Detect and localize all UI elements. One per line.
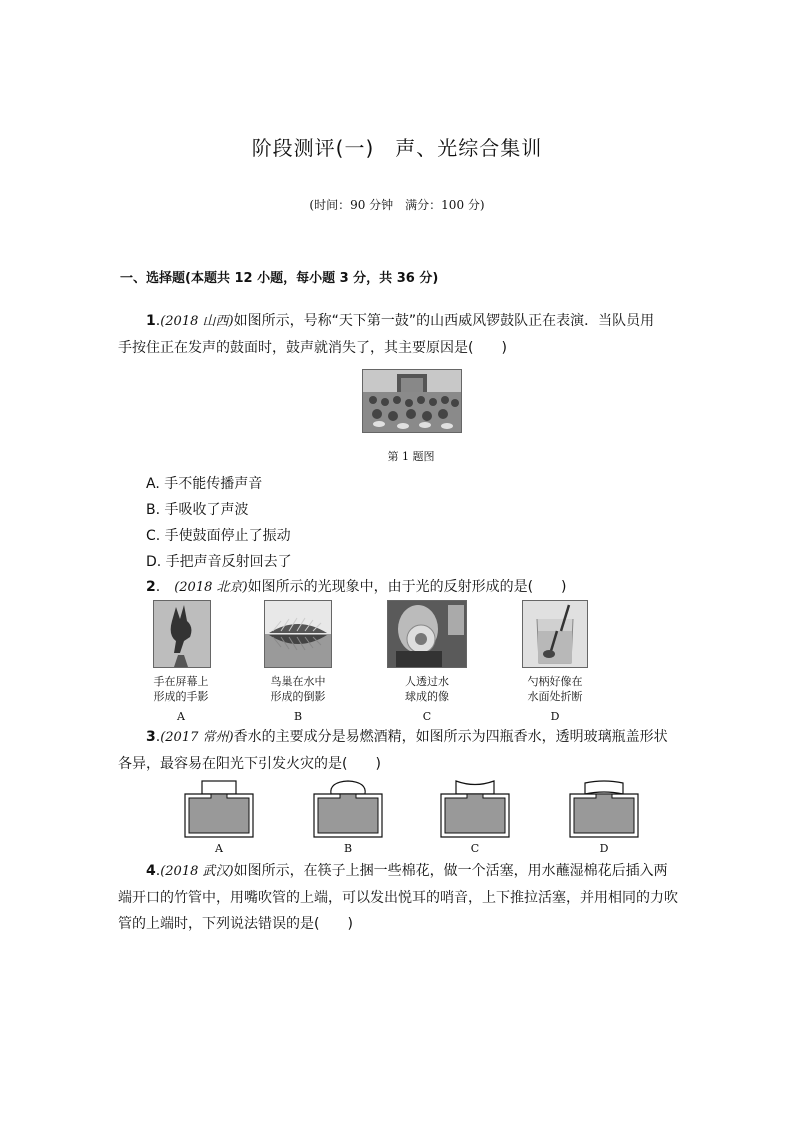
question-text-line1: 香水的主要成分是易燃酒精，如图所示为四瓶香水，透明玻璃瓶盖形状: [233, 729, 668, 745]
bottle-c-label: C: [470, 842, 480, 855]
image-b-label: B: [293, 710, 303, 723]
question-text-line2: 端开口的竹管中，用嘴吹管的上端，可以发出悦耳的哨音，上下推拉活塞，并用相同的力吹: [118, 890, 678, 906]
question-4: 4.(2018 武汉)如图所示，在筷子上捆一些棉花，做一个活塞，用水蘸湿棉花后插入两 端开口的竹管中，用嘴吹管的上端，可以发出悦耳的哨音，上下推拉活塞，并用相同的力吹 管的上端时，下列说法错误的是( ): [118, 858, 678, 937]
question-text-line1: 如图所示，号称“天下第一鼓”的山西威风锣鼓队正在表演．当队员用: [233, 313, 655, 329]
image-a-label: A: [177, 710, 185, 723]
perfume-bottle-c: [440, 780, 510, 842]
perfume-bottle-b: [313, 780, 383, 842]
water-ball-image-photo: [387, 600, 467, 668]
image-c-label: C: [422, 710, 432, 723]
drum-performance-photo: [362, 369, 462, 433]
question-source: (2018 北京): [174, 580, 248, 595]
question-source: (2018 武汉): [160, 864, 234, 879]
option-a: A. 手不能传播声音: [146, 476, 263, 492]
question-source: (2017 常州): [160, 730, 234, 745]
question-1: 1.(2018 山西)如图所示，号称“天下第一鼓”的山西威风锣鼓队正在表演．当队员用 手按住正在发声的鼓面时，鼓声就消失了，其主要原因是( ): [118, 308, 678, 361]
option-b: B. 手吸收了声波: [146, 502, 249, 518]
image-b-caption: 鸟巢在水中 形成的倒影: [270, 675, 326, 703]
image-d-caption: 勺柄好像在 水面处折断: [527, 675, 583, 703]
option-d: D. 手把声音反射回去了: [146, 554, 292, 570]
perfume-bottle-d: [569, 780, 639, 842]
hand-shadow-photo: [153, 600, 211, 668]
question-text: 如图所示的光现象中，由于光的反射形成的是( ): [247, 579, 567, 595]
question-number: 4: [146, 863, 156, 879]
question-text-line1: 如图所示，在筷子上捆一些棉花，做一个活塞，用水蘸湿棉花后插入两: [233, 863, 668, 879]
question-3: 3.(2017 常州)香水的主要成分是易燃酒精，如图所示为四瓶香水，透明玻璃瓶盖形状 各异，最容易在阳光下引发火灾的是( ): [118, 724, 678, 777]
question-source: (2018 山西): [160, 314, 234, 329]
question-text-line3: 管的上端时，下列说法错误的是( ): [118, 916, 353, 932]
section-heading: 一、选择题(本题共 12 小题，每小题 3 分，共 36 分): [120, 271, 439, 286]
option-c: C. 手使鼓面停止了振动: [146, 528, 291, 544]
page-title: 阶段测评(一) 声、光综合集训: [251, 136, 543, 160]
question-number: 1: [146, 313, 156, 329]
question-number: 2: [146, 579, 156, 595]
image-d-label: D: [550, 710, 560, 723]
bottle-b-label: B: [343, 842, 353, 855]
image-a-caption: 手在屏幕上 形成的手影: [153, 675, 209, 703]
birds-nest-reflection-photo: [264, 600, 332, 668]
spoon-in-water-photo: [522, 600, 588, 668]
image-c-caption: 人透过水 球成的像: [405, 675, 449, 703]
question-text-line2: 各异，最容易在阳光下引发火灾的是( ): [118, 756, 381, 772]
bottle-a-label: A: [215, 842, 223, 855]
perfume-bottle-a: [184, 780, 254, 842]
bottle-d-label: D: [599, 842, 609, 855]
exam-info: (时间：90 分钟 满分：100 分): [309, 198, 485, 212]
figure-caption: 第 1 题图: [387, 450, 435, 463]
question-2: 2. (2018 北京)如图所示的光现象中，由于光的反射形成的是( ): [146, 579, 567, 595]
question-text-line2: 手按住正在发声的鼓面时，鼓声就消失了，其主要原因是( ): [118, 340, 507, 356]
question-number: 3: [146, 729, 156, 745]
